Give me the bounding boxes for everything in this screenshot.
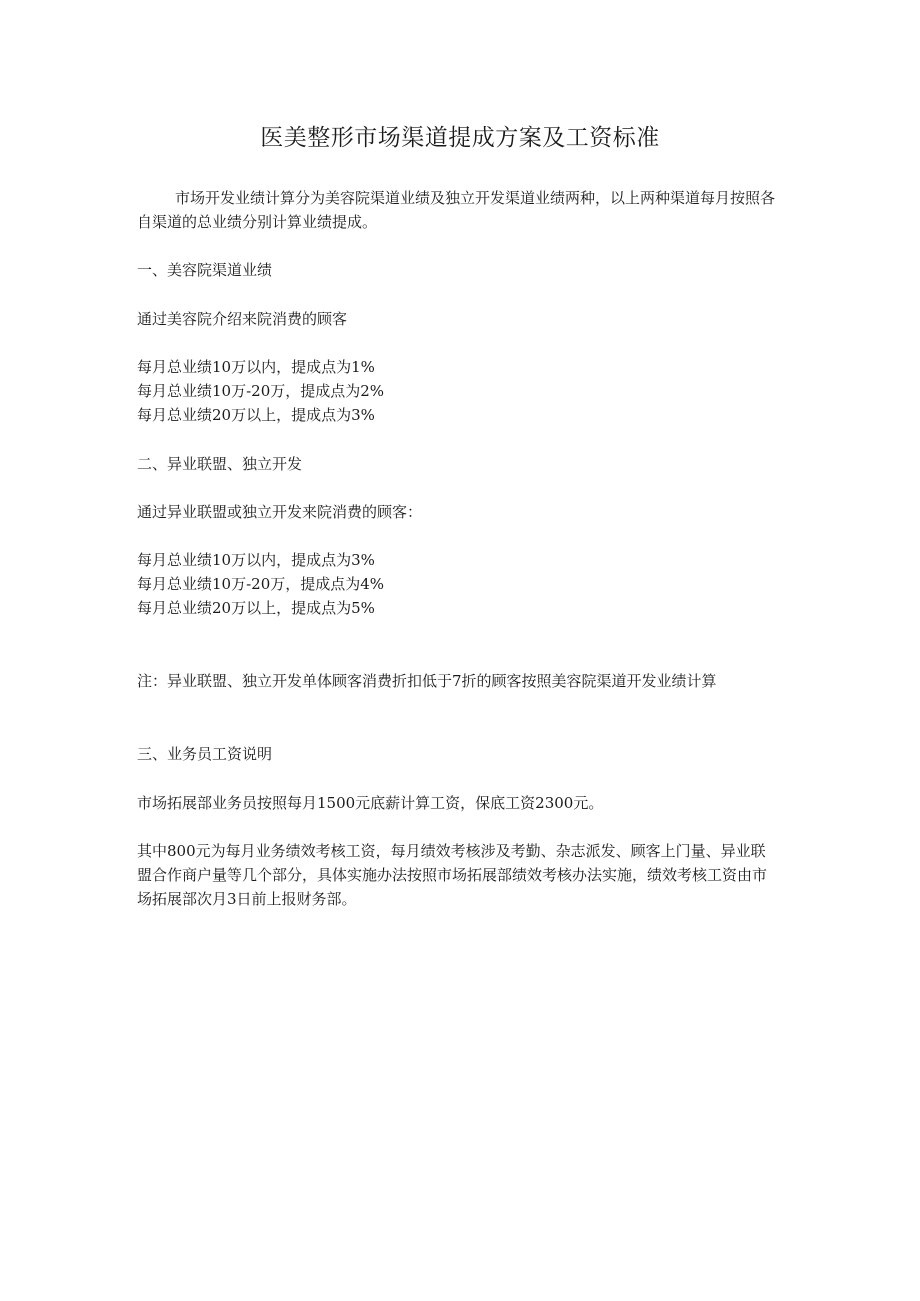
intro-paragraph: 市场开发业绩计算分为美容院渠道业绩及独立开发渠道业绩两种，以上两种渠道每月按照各自渠道的总业绩分别计算业绩提成。 (137, 189, 776, 231)
section2-tier-3: 每月总业绩20万以上，提成点为5% (137, 599, 375, 617)
section2-tier-1: 每月总业绩10万以内，提成点为3% (137, 551, 375, 569)
section3-heading: 三、业务员工资说明 (137, 745, 273, 763)
section1-heading: 一、美容院渠道业绩 (137, 261, 273, 279)
section1-tier-2: 每月总业绩10万-20万，提成点为2% (137, 382, 385, 400)
section1-description: 通过美容院介绍来院消费的顾客 (137, 310, 348, 328)
section1-tier-3: 每月总业绩20万以上，提成点为3% (137, 406, 375, 424)
performance-paragraph: 其中800元为每月业务绩效考核工资，每月绩效考核涉及考勤、杂志派发、顾客上门量、异业联盟合作商户量等几个部分，具体实施办法按照市场拓展部绩效考核办法实施，绩效考核工资由市场拓展部次月3日前上报财务部。 (137, 842, 768, 908)
note-paragraph: 注：异业联盟、独立开发单体顾客消费折扣低于7折的顾客按照美容院渠道开发业绩计算 (137, 672, 717, 690)
section2-heading: 二、异业联盟、独立开发 (137, 455, 303, 473)
section2-tier-2: 每月总业绩10万-20万，提成点为4% (137, 575, 385, 593)
document-title: 医美整形市场渠道提成方案及工资标准 (260, 125, 660, 151)
section2-description: 通过异业联盟或独立开发来院消费的顾客： (137, 503, 423, 521)
salary-paragraph: 市场拓展部业务员按照每月1500元底薪计算工资，保底工资2300元。 (137, 794, 604, 812)
section1-tier-1: 每月总业绩10万以内，提成点为1% (137, 358, 375, 376)
